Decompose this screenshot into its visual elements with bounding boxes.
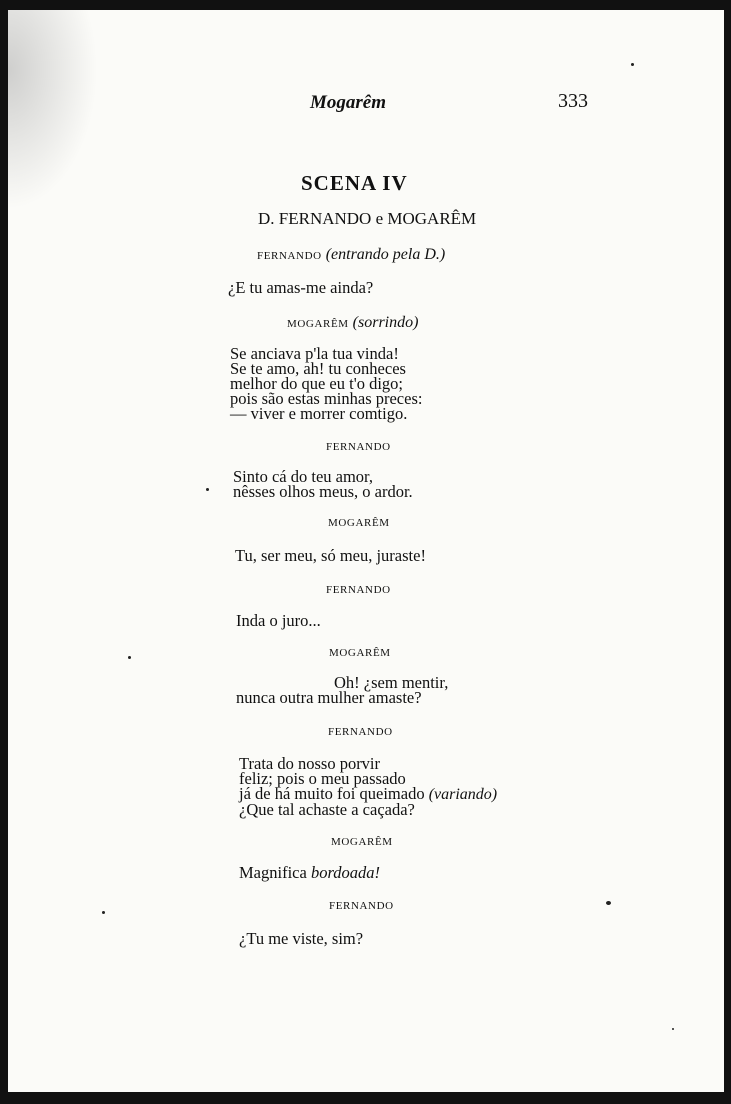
- verse-line: Oh! ¿sem mentir,: [334, 673, 449, 692]
- scene-title: SCENA IV: [301, 171, 408, 195]
- stage-direction: (variando): [428, 786, 498, 803]
- ink-speck: [606, 901, 611, 905]
- verse-line: nunca outra mulher amaste?: [236, 688, 422, 707]
- verse-line: — viver e morrer comtigo.: [230, 404, 408, 423]
- verse-line: Trata do nosso porvir: [239, 754, 381, 773]
- verse-line: Tu, ser meu, só meu, juraste!: [235, 546, 426, 565]
- verse-block: [239, 756, 497, 817]
- verse-line: ¿Que tal achaste a caçada?: [239, 800, 415, 819]
- ink-speck: [672, 1028, 674, 1030]
- page-number: 333: [558, 90, 588, 112]
- stage-direction: (sorrindo): [352, 314, 419, 331]
- verse-line: Se te amo, ah! tu conheces: [230, 359, 406, 378]
- running-title: Mogarêm: [310, 92, 386, 113]
- speaker-line: [257, 246, 445, 264]
- ink-speck: [631, 63, 634, 66]
- verse-line: Se anciava p'la tua vinda!: [230, 344, 399, 363]
- verse-line: Inda o juro...: [236, 611, 321, 630]
- ink-speck: [128, 656, 131, 659]
- verse-line: Sinto cá do teu amor,: [233, 467, 374, 486]
- speaker-name: MOGARÊM: [331, 836, 393, 848]
- speaker-line: [287, 314, 418, 332]
- book-page: [8, 10, 724, 1092]
- page-smudge: [8, 10, 98, 210]
- scene-characters: D. FERNANDO e MOGARÊM: [258, 209, 477, 228]
- verse-line: pois são estas minhas preces:: [230, 389, 423, 408]
- verse-block: [233, 469, 413, 499]
- speaker-name: FERNANDO: [257, 250, 322, 262]
- speaker-name: FERNANDO: [328, 726, 393, 738]
- verse-line: ¿E tu amas-me ainda?: [228, 278, 374, 297]
- ink-speck: [102, 911, 105, 914]
- speaker-name: MOGARÊM: [328, 517, 390, 529]
- verse-line: melhor do que eu t'o digo;: [230, 374, 403, 393]
- verse-text: Magnifica: [239, 863, 307, 882]
- speaker-name: FERNANDO: [329, 900, 394, 912]
- speaker-name: FERNANDO: [326, 584, 391, 596]
- emphasis-text: bordoada!: [310, 863, 380, 882]
- ink-speck: [206, 488, 209, 491]
- verse-line: feliz; pois o meu passado: [239, 769, 406, 788]
- verse-block: [230, 346, 422, 421]
- verse-block: [236, 675, 448, 705]
- verse-line: nêsses olhos meus, o ardor.: [233, 482, 413, 501]
- verse-text: já de há muito foi queimado: [239, 784, 425, 803]
- speaker-name: MOGARÊM: [329, 647, 391, 659]
- speaker-name: MOGARÊM: [287, 318, 349, 330]
- speaker-name: FERNANDO: [326, 441, 391, 453]
- verse-line: [239, 863, 380, 883]
- stage-direction: (entrando pela D.): [325, 246, 446, 263]
- verse-line: ¿Tu me viste, sim?: [239, 929, 364, 948]
